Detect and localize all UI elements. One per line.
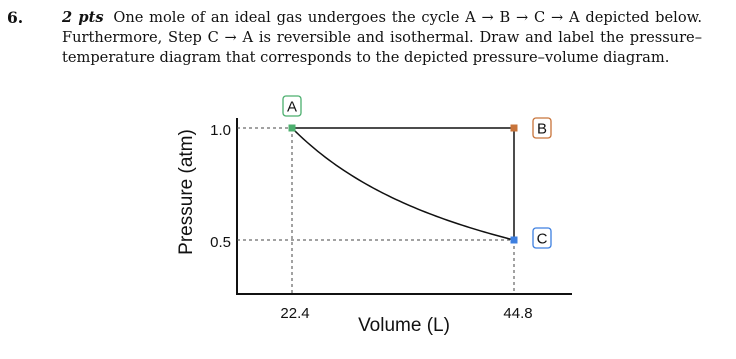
question-text-line-1: One mole of an ideal gas undergoes the cycle A → B → C → A depicted below. — [113, 9, 703, 26]
segment-c-to-a-isotherm — [292, 128, 514, 240]
x-tick-label-1: 22.4 — [280, 305, 310, 322]
question-number: 6. — [7, 8, 24, 27]
question-text-line-2: Furthermore, Step C → A is reversible and isothermal. Draw and label the pressure– — [62, 29, 702, 46]
state-marker-b — [511, 125, 518, 132]
x-tick-label-2: 44.8 — [503, 305, 533, 322]
question-points: 2 pts — [62, 9, 104, 26]
y-axis-title: Pressure (atm) — [176, 129, 197, 255]
x-axis-title: Volume (L) — [358, 315, 450, 336]
y-tick-label-1: 1.0 — [210, 122, 231, 139]
y-tick-label-2: 0.5 — [210, 234, 231, 251]
state-label-a: A — [286, 98, 298, 116]
state-label-c: C — [536, 230, 548, 248]
state-marker-c — [511, 237, 518, 244]
state-label-b: B — [536, 120, 548, 138]
question-text-line-3: temperature diagram that corresponds to the depicted pressure–volume diagram. — [62, 49, 670, 66]
state-marker-a — [289, 125, 296, 132]
